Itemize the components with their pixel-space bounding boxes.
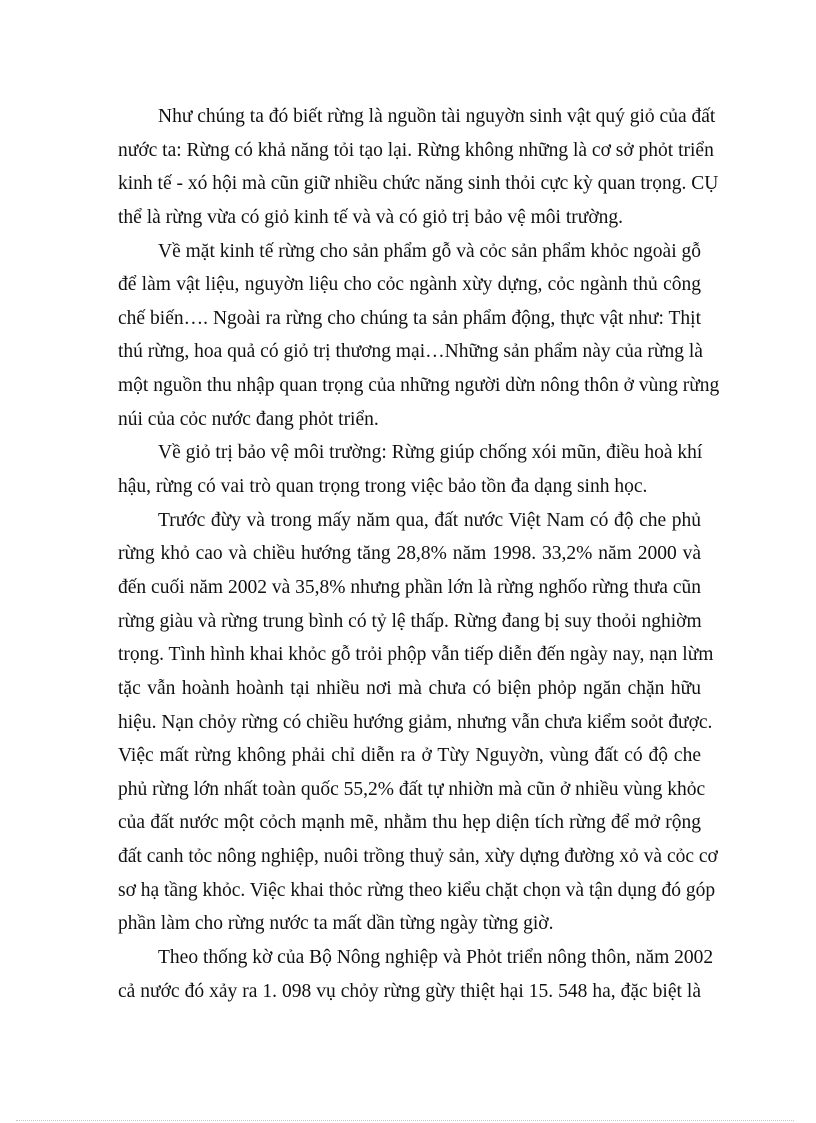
- paragraph: [118, 100, 719, 235]
- text-line: một nguồn thu nhập quan trọng của những người dừn nông thôn ở vùng rừng: [118, 375, 720, 397]
- text-line: phủ rừng lớn nhất toàn quốc 55,2% đất tự nhiờn mà cũn ở nhiều vùng khỏc: [118, 778, 706, 800]
- text-line: thú rừng, hoa quả có giỏ trị thương mại…Những sản phẩm này của rừng là: [118, 341, 703, 363]
- text-line: Như chúng ta đó biết rừng là nguồn tài nguyờn sinh vật quý giỏ của đất: [158, 106, 716, 127]
- paragraph: [118, 235, 720, 437]
- text-line: Theo thống kờ của Bộ Nông nghiệp và Phỏt triển nông thôn, năm 2002: [158, 947, 714, 969]
- text-line: Về mặt kinh tế rừng cho sản phẩm gỗ và cỏc sản phẩm khỏc ngoài gỗ: [158, 240, 701, 262]
- text-line: rừng giàu và rừng trung bình có tỷ lệ thấp. Rừng đang bị suy thoỏi nghiờm: [118, 610, 702, 632]
- paragraph: [118, 504, 718, 941]
- page-bottom-dotted-divider: [16, 1120, 794, 1121]
- text-line: Trước đừy và trong mấy năm qua, đất nước Việt Nam có độ che phủ: [158, 509, 701, 531]
- paragraph: [118, 436, 701, 503]
- text-line: đến cuối năm 2002 và 35,8% nhưng phần lớn là rừng nghốo rừng thưa cũn: [118, 576, 701, 598]
- text-line: kinh tế - xó hội mà cũn giữ nhiều chức năng sinh thỏi cực kỳ quan trọng. CỤ: [118, 173, 719, 195]
- text-line: phần làm cho rừng nước ta mất dần từng ngày từng giờ.: [118, 913, 554, 935]
- text-line: rừng khỏ cao và chiều hướng tăng 28,8% năm 1998. 33,2% năm 2000 và: [118, 543, 701, 565]
- text-line: chế biến…. Ngoài ra rừng cho chúng ta sản phẩm động, thực vật như: Thịt: [118, 307, 701, 329]
- text-line: trọng. Tình hình khai khỏc gỗ trỏi phộp vẫn tiếp diễn đến ngày nay, nạn lừm: [118, 644, 714, 666]
- text-line: thể là rừng vừa có giỏ kinh tế và và có giỏ trị bảo vệ môi trường.: [118, 206, 624, 228]
- text-line: núi của cỏc nước đang phỏt triển.: [118, 408, 379, 430]
- paragraph: [118, 941, 714, 1008]
- text-line: Về giỏ trị bảo vệ môi trường: Rừng giúp chống xói mũn, điều hoà khí: [158, 442, 703, 464]
- document-page: [118, 100, 720, 1008]
- text-line: tặc vẫn hoành hoành tại nhiều nơi mà chưa có biện phỏp ngăn chặn hữu: [118, 677, 701, 699]
- text-line: đất canh tỏc nông nghiệp, nuôi trồng thuỷ sản, xừy dựng đường xỏ và cỏc cơ: [118, 846, 718, 868]
- text-line: cả nước đó xảy ra 1. 098 vụ chỏy rừng gừy thiệt hại 15. 548 ha, đặc biệt là: [118, 980, 701, 1002]
- text-line: sơ hạ tầng khỏc. Việc khai thỏc rừng theo kiểu chặt chọn và tận dụng đó góp: [118, 879, 716, 901]
- text-line: hậu, rừng có vai trò quan trọng trong việc bảo tồn đa dạng sinh học.: [118, 476, 648, 498]
- text-line: nước ta: Rừng có khả năng tỏi tạo lại. Rừng không những là cơ sở phỏt triển: [118, 139, 714, 161]
- text-line: Việc mất rừng không phải chỉ diễn ra ở Từy Nguyờn, vùng đất có độ che: [118, 745, 701, 767]
- text-line: để làm vật liệu, nguyờn liệu cho cỏc ngành xừy dựng, cỏc ngành thủ công: [118, 274, 701, 296]
- text-line: của đất nước một cỏch mạnh mẽ, nhằm thu hẹp diện tích rừng để mở rộng: [118, 812, 701, 834]
- text-line: hiệu. Nạn chỏy rừng có chiều hướng giảm, nhưng vẫn chưa kiểm soỏt được.: [118, 711, 713, 733]
